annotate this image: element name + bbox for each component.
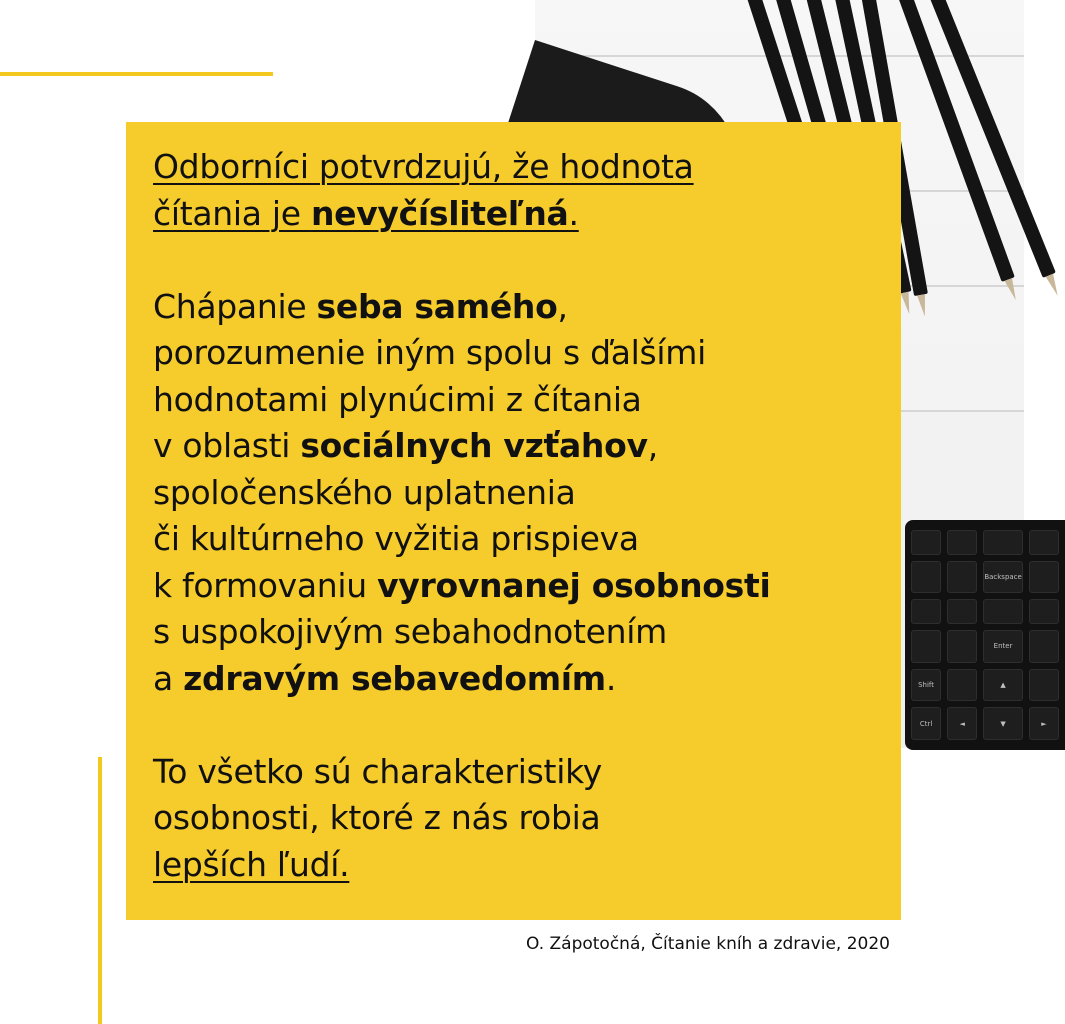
keyboard-key [947,599,977,624]
paragraph-conclusion [153,749,893,889]
text-span: , [647,426,658,465]
keyboard-key [947,669,977,702]
text-line: To všetko sú charakteristiky [153,751,602,791]
text-line: hodnotami plynúcimi z čítania [153,379,642,419]
keyboard-key: Enter [983,630,1023,663]
quote-card [126,122,901,920]
bold-text: sociálnych vzťahov [300,426,648,465]
text-line [153,563,893,610]
keyboard-key [947,530,977,555]
text-span: a [153,658,184,698]
text-line [153,423,893,470]
keyboard-key [983,530,1023,555]
keyboard-key [911,630,941,663]
text-line [153,191,893,238]
text-span: . [568,193,579,233]
keyboard-key [1029,530,1059,555]
keyboard-key [911,561,941,594]
keyboard-key: Backspace [983,561,1023,594]
text-line [153,284,893,331]
keyboard-key: ◄ [947,707,977,740]
bold-text: vyrovnanej osobnosti [377,565,771,605]
text-line: či kultúrneho vyžitia prispieva [153,519,639,558]
text-span: Odborníci potvrdzujú, že hodnota [153,147,694,186]
keyboard-key: ► [1029,707,1059,740]
citation: O. Zápotočná, Čítanie kníh a zdravie, 2020 [526,934,890,954]
bold-text: seba samého [316,286,558,326]
keyboard-key [983,599,1023,624]
keyboard-key [1029,599,1059,624]
keyboard-key [947,630,977,663]
keyboard-key: Shift [911,669,941,702]
text-span: čítania je [153,193,311,233]
accent-line-top [0,72,273,76]
text-span: Chápanie [153,286,317,326]
text-line: s uspokojivým sebahodnotením [153,612,667,651]
text-line: spoločenského uplatnenia [153,472,576,512]
paragraph-intro [153,144,893,237]
text-span: , [557,286,568,326]
keyboard-photo [905,520,1065,750]
keyboard-key [1029,630,1059,663]
bold-text: zdravým sebavedomím [183,658,606,698]
text-line: osobnosti, ktoré z nás robia [153,798,601,837]
keyboard-key: Ctrl [911,707,941,740]
text-span: lepších ľudí. [153,844,350,884]
text-span: v oblasti [153,426,301,465]
text-line [153,144,893,191]
keyboard-key [911,530,941,555]
keyboard-key [1029,669,1059,702]
text-line [153,656,893,703]
keyboard-key [947,561,977,594]
text-span: . [605,658,617,698]
text-line: porozumenie iným spolu s ďalšími [153,333,706,372]
keyboard-key [911,599,941,624]
quote-text [153,144,893,888]
keyboard-key: ▼ [983,707,1023,740]
accent-line-left [98,757,102,1024]
bold-text: nevyčísliteľná [310,193,569,233]
paragraph-body [153,284,893,703]
keyboard-key: ▲ [983,669,1023,702]
keyboard-key [1029,561,1059,594]
text-span: k formovaniu [153,565,378,605]
text-line [153,842,893,889]
